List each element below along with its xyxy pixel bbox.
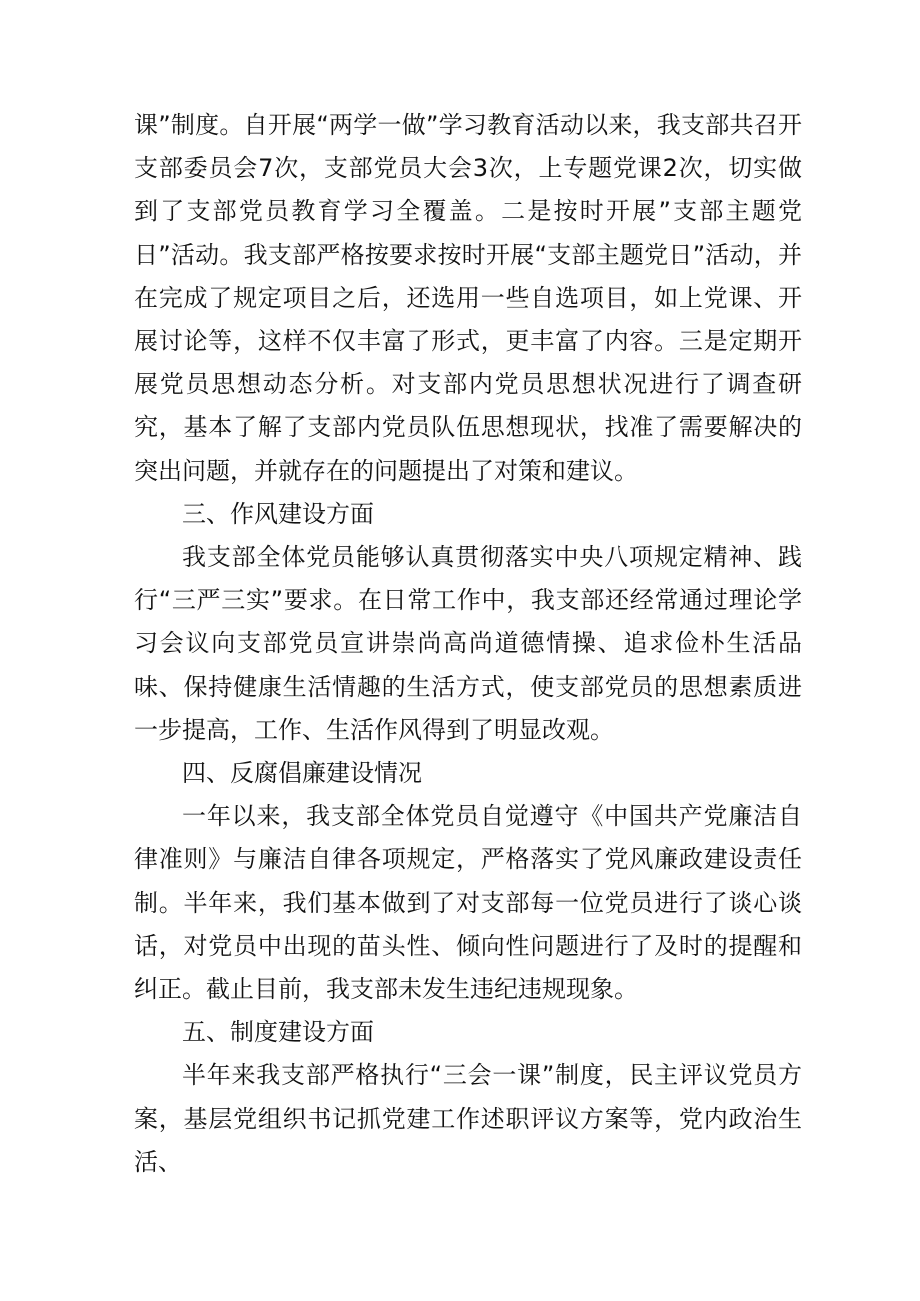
paragraph-institution-building: 半年来我支部严格执行“三会一课”制度，民主评议党员方案，基层党组织书记抓党建工作述职评议方案等，党内政治生活、	[134, 1061, 802, 1176]
section-heading-institution-building: 五、制度建设方面	[182, 1018, 374, 1047]
section-heading-work-style: 三、作风建设方面	[182, 499, 374, 528]
paragraph-work-style: 我支部全体党员能够认真贯彻落实中央八项规定精神、践行“三严三实”要求。在日常工作中，我支部还经常通过理论学习会议向支部党员宣讲崇尚高尚道德情操、追求俭朴生活品味、保持健康生活情趣的生活方式，使支部党员的思想素质进一步提高，工作、生活作风得到了明显改观。	[134, 543, 802, 744]
section-heading-anti-corruption: 四、反腐倡廉建设情况	[182, 759, 422, 788]
paragraph-anti-corruption: 一年以来，我支部全体党员自觉遵守《中国共产党廉洁自律准则》与廉洁自律各项规定，严格落实了党风廉政建设责任制。半年来，我们基本做到了对支部每一位党员进行了谈心谈话，对党员中出现的苗头性、倾向性问题进行了及时的提醒和纠正。截止目前，我支部未发生违纪违规现象。	[134, 802, 802, 1004]
paragraph-continued-learning: 课”制度。自开展“两学一做”学习教育活动以来，我支部共召开支部委员会7次，支部党员大会3次，上专题党课2次，切实做到了支部党员教育学习全覆盖。二是按时开展”支部主题党日”活动。我支部严格按要求按时开展“支部主题党日”活动，并在完成了规定项目之后，还选用一些自选项目，如上党课、开展讨论等，这样不仅丰富了形式，更丰富了内容。三是定期开展党员思想动态分析。对支部内党员思想状况进行了调查研究，基本了解了支部内党员队伍思想现状，找准了需要解决的突出问题，并就存在的问题提出了对策和建议。	[134, 111, 802, 485]
